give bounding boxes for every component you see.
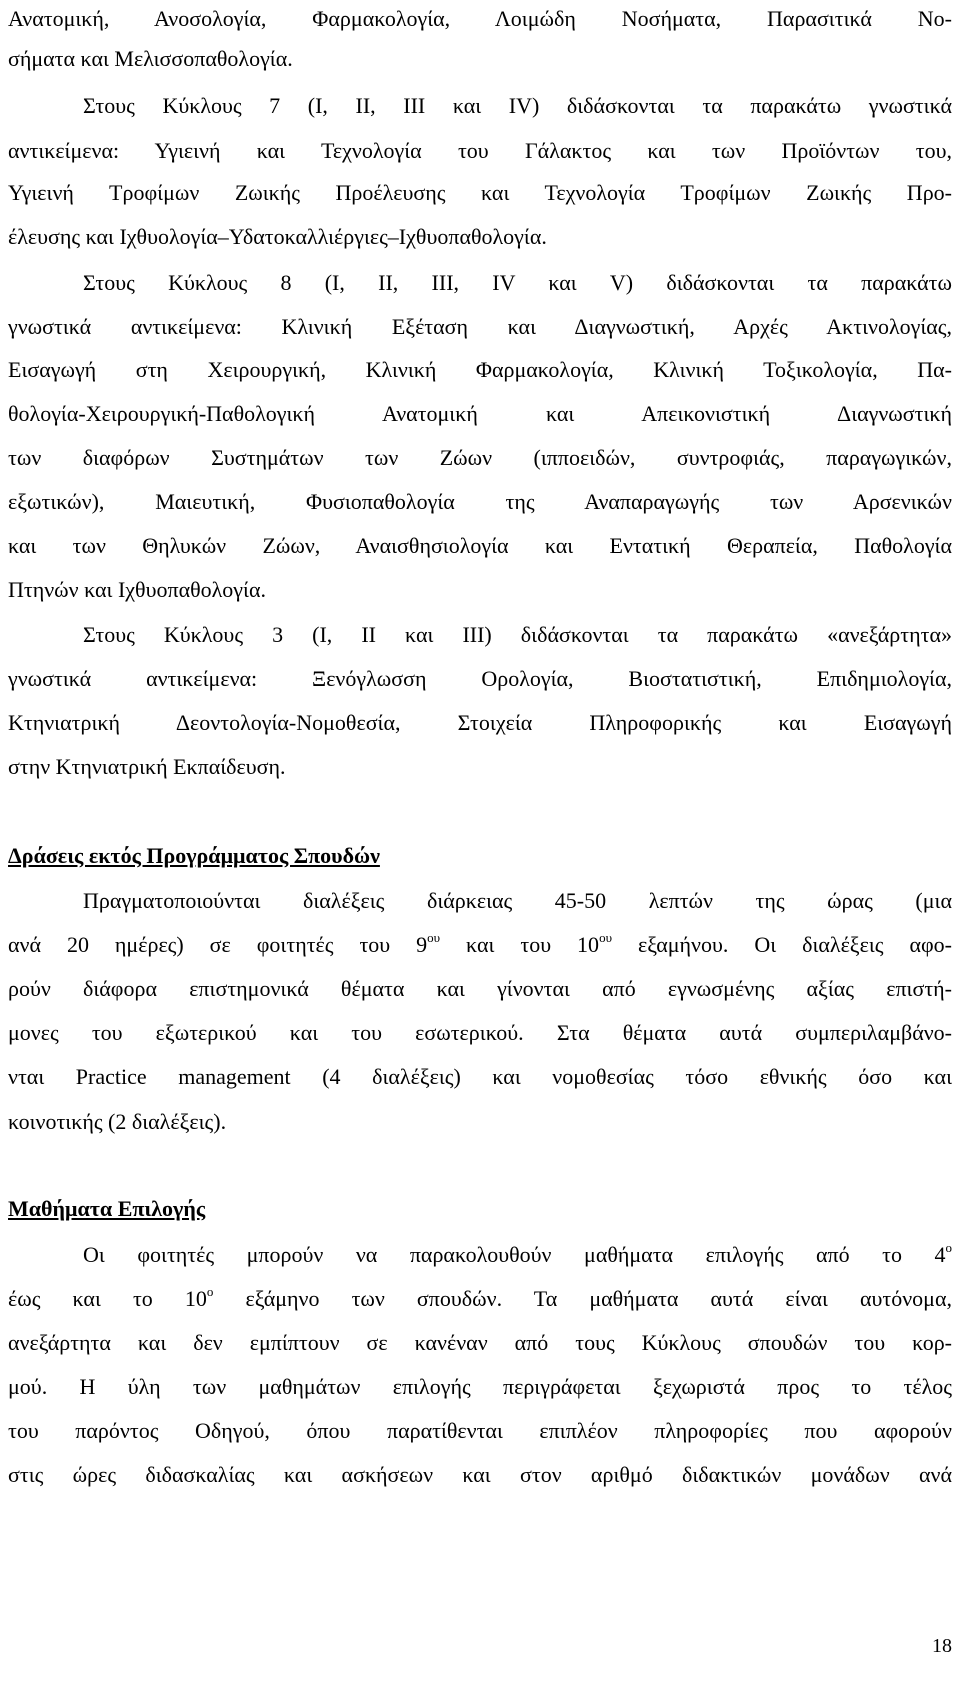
text-line: Στους Κύκλους 7 (I, II, III και IV) διδάσκονται τα παρακάτω γνωστικά xyxy=(83,93,952,118)
text-line: σήματα και Μελισσοπαθολογία. xyxy=(8,46,293,71)
text-line: έως και το $10^o$ εξάμηνο των σπουδών. Τα μαθήματα αυτά είναι αυτόνομα, xyxy=(8,1283,953,1311)
text-line: αντικείμενα: Υγιεινή και Τεχνολογία του Γάλακτος και των Προϊόντων του, xyxy=(8,138,952,163)
text-line: γνωστικά αντικείμενα: Κλινική Εξέταση και Διαγνωστική, Αρχές Ακτινολογίας, xyxy=(8,314,952,339)
text-line: Πτηνών και Ιχθυοπαθολογία. xyxy=(8,577,266,602)
page-number: 18 xyxy=(932,1635,952,1657)
text-line: των διαφόρων Συστημάτων των Ζώων (ιπποειδών, συντροφιάς, παραγωγικών, xyxy=(8,445,952,470)
text-line: θολογία-Χειρουργική-Παθολογική Ανατομική και Απεικονιστική Διαγνωστική xyxy=(8,401,952,426)
text-line: νται Practice management (4 διαλέξεις) και νομοθεσίας τόσο εθνικής όσο και xyxy=(8,1064,952,1089)
text-line: έλευσης και Ιχθυολογία–Υδατοκαλλιέργιες–Ιχθυοπαθολογία. xyxy=(8,224,547,249)
text-line: του παρόντος Οδηγού, όπου παρατίθενται επιπλέον πληροφορίες που αφορούν xyxy=(8,1418,952,1443)
text-line: Κτηνιατρική Δεοντολογία-Νομοθεσία, Στοιχεία Πληροφορικής και Εισαγωγή xyxy=(8,710,952,735)
text-line: στις ώρες διδασκαλίας και ασκήσεων και στον αριθμό διδακτικών μονάδων ανά xyxy=(8,1462,952,1487)
text-line: μονες του εξωτερικού και του εσωτερικού. Στα θέματα αυτά συμπεριλαμβάνο- xyxy=(8,1020,952,1045)
text-line: μού. Η ύλη των μαθημάτων επιλογής περιγράφεται ξεχωριστά προς το τέλος xyxy=(8,1374,952,1399)
text-line: Εισαγωγή στη Χειρουργική, Κλινική Φαρμακολογία, Κλινική Τοξικολογία, Πα- xyxy=(8,357,952,382)
section-heading-extra-activities: Δράσεις εκτός Προγράμματος Σπουδών xyxy=(8,843,380,868)
text-line: Υγιεινή Τροφίμων Ζωικής Προέλευσης και Τεχνολογία Τροφίμων Ζωικής Προ- xyxy=(8,180,952,205)
text-line: στην Κτηνιατρική Εκπαίδευση. xyxy=(8,754,286,779)
text-line: κοινοτικής (2 διαλέξεις). xyxy=(8,1109,227,1134)
text-line: ρούν διάφορα επιστημονικά θέματα και γίνονται από εγνωσμένης αξίας επιστή- xyxy=(8,976,952,1001)
text-line: Στους Κύκλους 3 (I, II και III) διδάσκονται τα παρακάτω «ανεξάρτητα» xyxy=(83,622,952,647)
section-heading-electives: Μαθήματα Επιλογής xyxy=(8,1196,206,1221)
text-line: Στους Κύκλους 8 (I, II, III, IV και V) διδάσκονται τα παρακάτω xyxy=(83,270,952,295)
text-line: ανεξάρτητα και δεν εμπίπτουν σε κανέναν από τους Κύκλους σπουδών του κορ- xyxy=(8,1330,952,1355)
text-line: Ανατομική, Ανοσολογία, Φαρμακολογία, Λοιμώδη Νοσήματα, Παρασιτικά Νο- xyxy=(8,6,952,31)
text-line: Οι φοιτητές μπορούν να παρακολουθούν μαθήματα επιλογής από το $4^o$ xyxy=(83,1239,952,1267)
text-line: και των Θηλυκών Ζώων, Αναισθησιολογία και Εντατική Θεραπεία, Παθολογία xyxy=(8,533,952,558)
text-line: Πραγματοποιούνται διαλέξεις διάρκειας 45-50 λεπτών της ώρας (μια xyxy=(83,888,952,913)
text-line: ανά 20 ημέρες) σε φοιτητές του $9^{o\upsilon}$ και του $10^{o\upsilon}$ εξαμήνου. Οι διαλέξεις αφο- xyxy=(8,929,952,957)
text-line: γνωστικά αντικείμενα: Ξενόγλωσση Ορολογία, Βιοστατιστική, Επιδημιολογία, xyxy=(8,666,952,691)
text-line: εξωτικών), Μαιευτική, Φυσιοπαθολογία της Αναπαραγωγής των Αρσενικών xyxy=(8,489,952,514)
